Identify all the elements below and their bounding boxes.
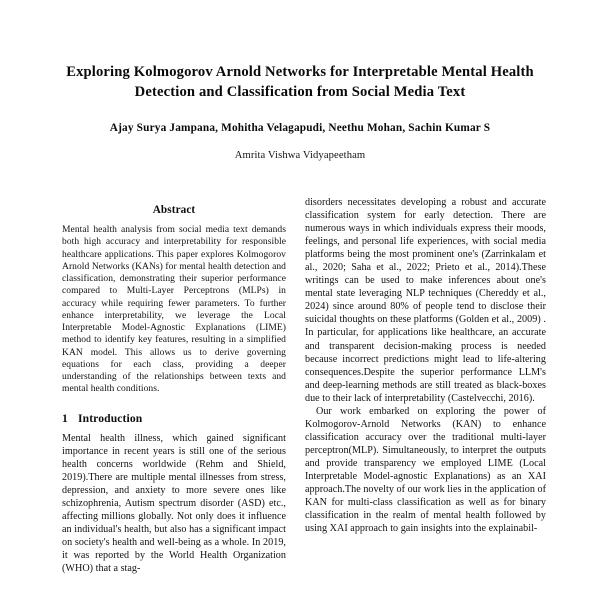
two-column-body	[0, 196, 600, 600]
abstract-heading: Abstract	[152, 204, 196, 216]
intro-paragraph-right-continued: disorders necessitates developing a robust and accurate classification system for early detection. There are numerous ways in which individuals express their moods, feelings, and personal life experiences, with social media platforms being the most prominent one's (Zarrinkalam et al., 2020; Saha et al., 2022; Prieto et al., 2014).These writings can be used to make inferences about one's mental state leveraging NLP techniques (Chereddy et al., 2024) since around 80% of people tend to disclose their suicidal thoughts on these platforms (Golden et al., 2009) . In particular, for applications like healthcare, an accurate and transparent decision-making process is needed because incorrect predictions might lead to life-altering consequences.Despite the superior performance LLM's and deep-learning methods are still treated as black-boxes due to their lack of interpretability (Castelvecchi, 2016).	[305, 197, 546, 404]
author-list: Ajay Surya Jampana, Mohitha Velagapudi, Neethu Mohan, Sachin Kumar S	[109, 121, 491, 134]
right-column	[305, 196, 546, 600]
introduction-heading	[62, 396, 286, 432]
intro-paragraph-right-second: Our work embarked on exploring the power of Kolmogorov-Arnold Networks (KAN) to enhance classification accuracy over the traditional multi-layer perceptron(MLP). Simultaneously, to interpret the outputs and provide transparency we employed LIME (Local Interpretable Model-agnostic Explanations) as an XAI approach.The novelty of our work lies in the application of KAN for multi-class classification as well as for binary classification in the realm of mental health followed by using XAI approach to gain insights into the explainabil-	[305, 405, 546, 535]
paper-header	[42, 62, 558, 161]
affiliation: Amrita Vishwa Vidyapeetham	[234, 149, 366, 161]
section-title: Introduction	[78, 411, 143, 425]
left-column	[62, 196, 286, 600]
page-title: Exploring Kolmogorov Arnold Networks for Interpretable Mental Health Detection and Classification from Social Media Text	[66, 64, 534, 101]
introduction-right-text	[305, 196, 546, 535]
abstract-body	[62, 224, 286, 396]
section-number: 1	[62, 411, 68, 425]
intro-paragraph-left: Mental health illness, which gained significant importance in recent years is still one of the serious health concerns worldwide (Rehm and Shield, 2019).There are multiple mental illnesses from stress, depression, and anxiety to more severe ones like schizophrenia, Autism spectrum disorder (ASD) etc., affecting millions globally. Not only does it influence an individual's health, but also has a significant impact on society's health and well-being as a whole. In 2019, it was reported by the World Health Organization (WHO) that a stag-	[62, 432, 286, 574]
abstract-paragraph: Mental health analysis from social media text demands both high accuracy and interpretability for responsible healthcare applications. This paper explores Kolmogorov Arnold Networks (KANs) for mental health detection and classification, demonstrating their superior performance compared to Multi-Layer Perceptrons (MLPs) in accuracy while requiring fewer parameters. To further enhance interpretability, we leverage the Local Interpretable Model-Agnostic Explanations (LIME) method to identify key features, resulting in a simplified KAN model. This allows us to derive governing equations for each class, providing a deeper understanding of the relationships between texts and mental health conditions.	[62, 224, 286, 395]
introduction-left-text	[62, 432, 286, 576]
